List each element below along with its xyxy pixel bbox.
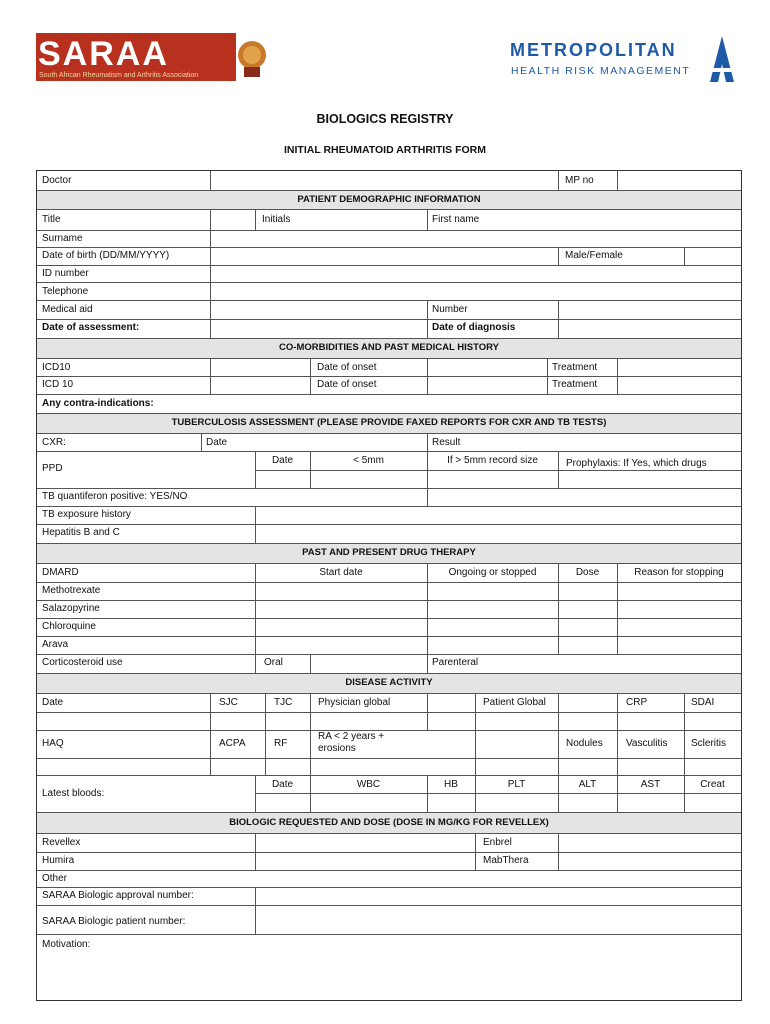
initials-label: Initials <box>262 214 291 225</box>
date-onset-label: Date of onset <box>317 362 377 373</box>
telephone-label: Telephone <box>42 286 89 297</box>
rf-label: RF <box>274 738 288 749</box>
number-label: Number <box>432 304 468 315</box>
drug-row-salazopyrine: Salazopyrine <box>42 603 100 614</box>
dmard-label: DMARD <box>42 567 79 578</box>
quantiferon-label: TB quantiferon positive: YES/NO <box>42 491 188 502</box>
patient-number-label: SARAA Biologic patient number: <box>42 916 186 927</box>
drug-heading: PAST AND PRESENT DRUG THERAPY <box>302 547 476 558</box>
treatment-label-2: Treatment <box>552 379 598 390</box>
gender-label: Male/Female <box>565 250 623 261</box>
nodules-label: Nodules <box>566 738 603 749</box>
comorbidities-heading: CO-MORBIDITIES AND PAST MEDICAL HISTORY <box>279 342 499 353</box>
drug-row-arava: Arava <box>42 639 69 650</box>
tb-exposure-label: TB exposure history <box>42 509 131 520</box>
acpa-label: ACPA <box>219 738 246 749</box>
icd10-label: ICD10 <box>42 362 71 373</box>
gt5mm-label: If > 5mm record size <box>447 455 538 466</box>
creat-label: Creat <box>700 779 725 790</box>
mabthera-label: MabThera <box>483 855 529 866</box>
drug-row-methotrexate: Methotrexate <box>42 585 101 596</box>
start-date-label: Start date <box>319 567 363 578</box>
doctor-field[interactable] <box>210 172 558 189</box>
metropolitan-logo-tagline: HEALTH RISK MANAGEMENT <box>511 65 691 77</box>
crp-label: CRP <box>626 697 648 708</box>
drug-row-chloroquine: Chloroquine <box>42 621 96 632</box>
patient-global-label: Patient Global <box>483 697 546 708</box>
approval-number-label: SARAA Biologic approval number: <box>42 890 194 901</box>
ppd-date-label: Date <box>271 455 294 466</box>
sjc-label: SJC <box>219 697 238 708</box>
demographic-heading: PATIENT DEMOGRAPHIC INFORMATION <box>297 194 481 205</box>
plt-label: PLT <box>507 779 526 790</box>
ast-label: AST <box>640 779 661 790</box>
form-subtitle: INITIAL RHEUMATOID ARTHRITIS FORM <box>283 144 487 156</box>
first-name-label: First name <box>432 214 480 225</box>
sdai-label: SDAI <box>691 697 715 708</box>
wbc-label: WBC <box>356 779 381 790</box>
registry-form <box>36 170 742 1001</box>
id-number-label: ID number <box>42 268 89 279</box>
icd10-label-2: ICD 10 <box>42 379 74 390</box>
parenteral-label: Parenteral <box>432 657 479 668</box>
biologic-heading: BIOLOGIC REQUESTED AND DOSE (DOSE IN MG/KG FOR REVELLEX) <box>229 817 549 828</box>
other-label: Other <box>42 873 68 884</box>
metropolitan-logo-name: METROPOLITAN <box>510 40 677 60</box>
medical-aid-label: Medical aid <box>42 304 93 315</box>
humira-label: Humira <box>42 855 75 866</box>
revellex-label: Revellex <box>42 837 81 848</box>
date-onset-label-2: Date of onset <box>317 379 377 390</box>
surname-label: Surname <box>42 233 83 244</box>
ra-erosions-label: RA < 2 years + erosions <box>318 731 385 754</box>
cxr-label: CXR: <box>42 437 66 448</box>
vasculitis-label: Vasculitis <box>626 738 668 749</box>
saraa-crest-icon <box>238 41 266 77</box>
ongoing-label: Ongoing or stopped <box>448 567 537 578</box>
contra-indications-label: Any contra-indications: <box>42 398 154 409</box>
alt-label: ALT <box>578 779 597 790</box>
dob-label: Date of birth (DD/MM/YYYY) <box>42 250 170 261</box>
ppd-label: PPD <box>42 463 63 474</box>
mp-no-field[interactable] <box>617 172 741 189</box>
saraa-logo <box>36 33 268 81</box>
tb-heading: TUBERCULOSIS ASSESSMENT (PLEASE PROVIDE FAXED REPORTS FOR CXR AND TB TESTS) <box>171 417 607 428</box>
bloods-date-label: Date <box>271 779 294 790</box>
motivation-field[interactable] <box>38 951 740 999</box>
prophylaxis-label: Prophylaxis: If Yes, which drugs <box>566 458 707 469</box>
activity-heading: DISEASE ACTIVITY <box>345 677 433 688</box>
page-title: BIOLOGICS REGISTRY <box>316 112 454 126</box>
activity-date-label: Date <box>42 697 64 708</box>
doctor-label: Doctor <box>42 175 72 186</box>
metropolitan-arrow-icon <box>710 36 742 82</box>
corticosteroid-label: Corticosteroid use <box>42 657 123 668</box>
saraa-logo-subtitle: South African Rheumatism and Arthritis Association <box>39 72 199 79</box>
scleritis-label: Scleritis <box>691 738 727 749</box>
date-assessment-label: Date of assessment: <box>42 322 140 333</box>
hepatitis-label: Hepatitis B and C <box>42 527 120 538</box>
haq-label: HAQ <box>42 738 64 749</box>
latest-bloods-label: Latest bloods: <box>42 788 105 799</box>
metropolitan-logo <box>508 34 744 86</box>
mp-no-label: MP no <box>565 175 594 186</box>
title-label: Title <box>42 214 61 225</box>
reason-label: Reason for stopping <box>634 567 724 578</box>
lt5mm-label: < 5mm <box>353 455 384 466</box>
treatment-label: Treatment <box>552 362 598 373</box>
saraa-logo-text: SARAA <box>38 35 169 73</box>
result-label: Result <box>432 437 461 448</box>
hb-label: HB <box>444 779 458 790</box>
enbrel-label: Enbrel <box>483 837 512 848</box>
cxr-date-label: Date <box>206 437 228 448</box>
physician-global-label: Physician global <box>318 697 391 708</box>
date-diagnosis-label: Date of diagnosis <box>432 322 516 333</box>
tjc-label: TJC <box>274 697 293 708</box>
oral-label: Oral <box>264 657 283 668</box>
motivation-label: Motivation: <box>42 939 91 950</box>
dose-label: Dose <box>575 567 600 578</box>
